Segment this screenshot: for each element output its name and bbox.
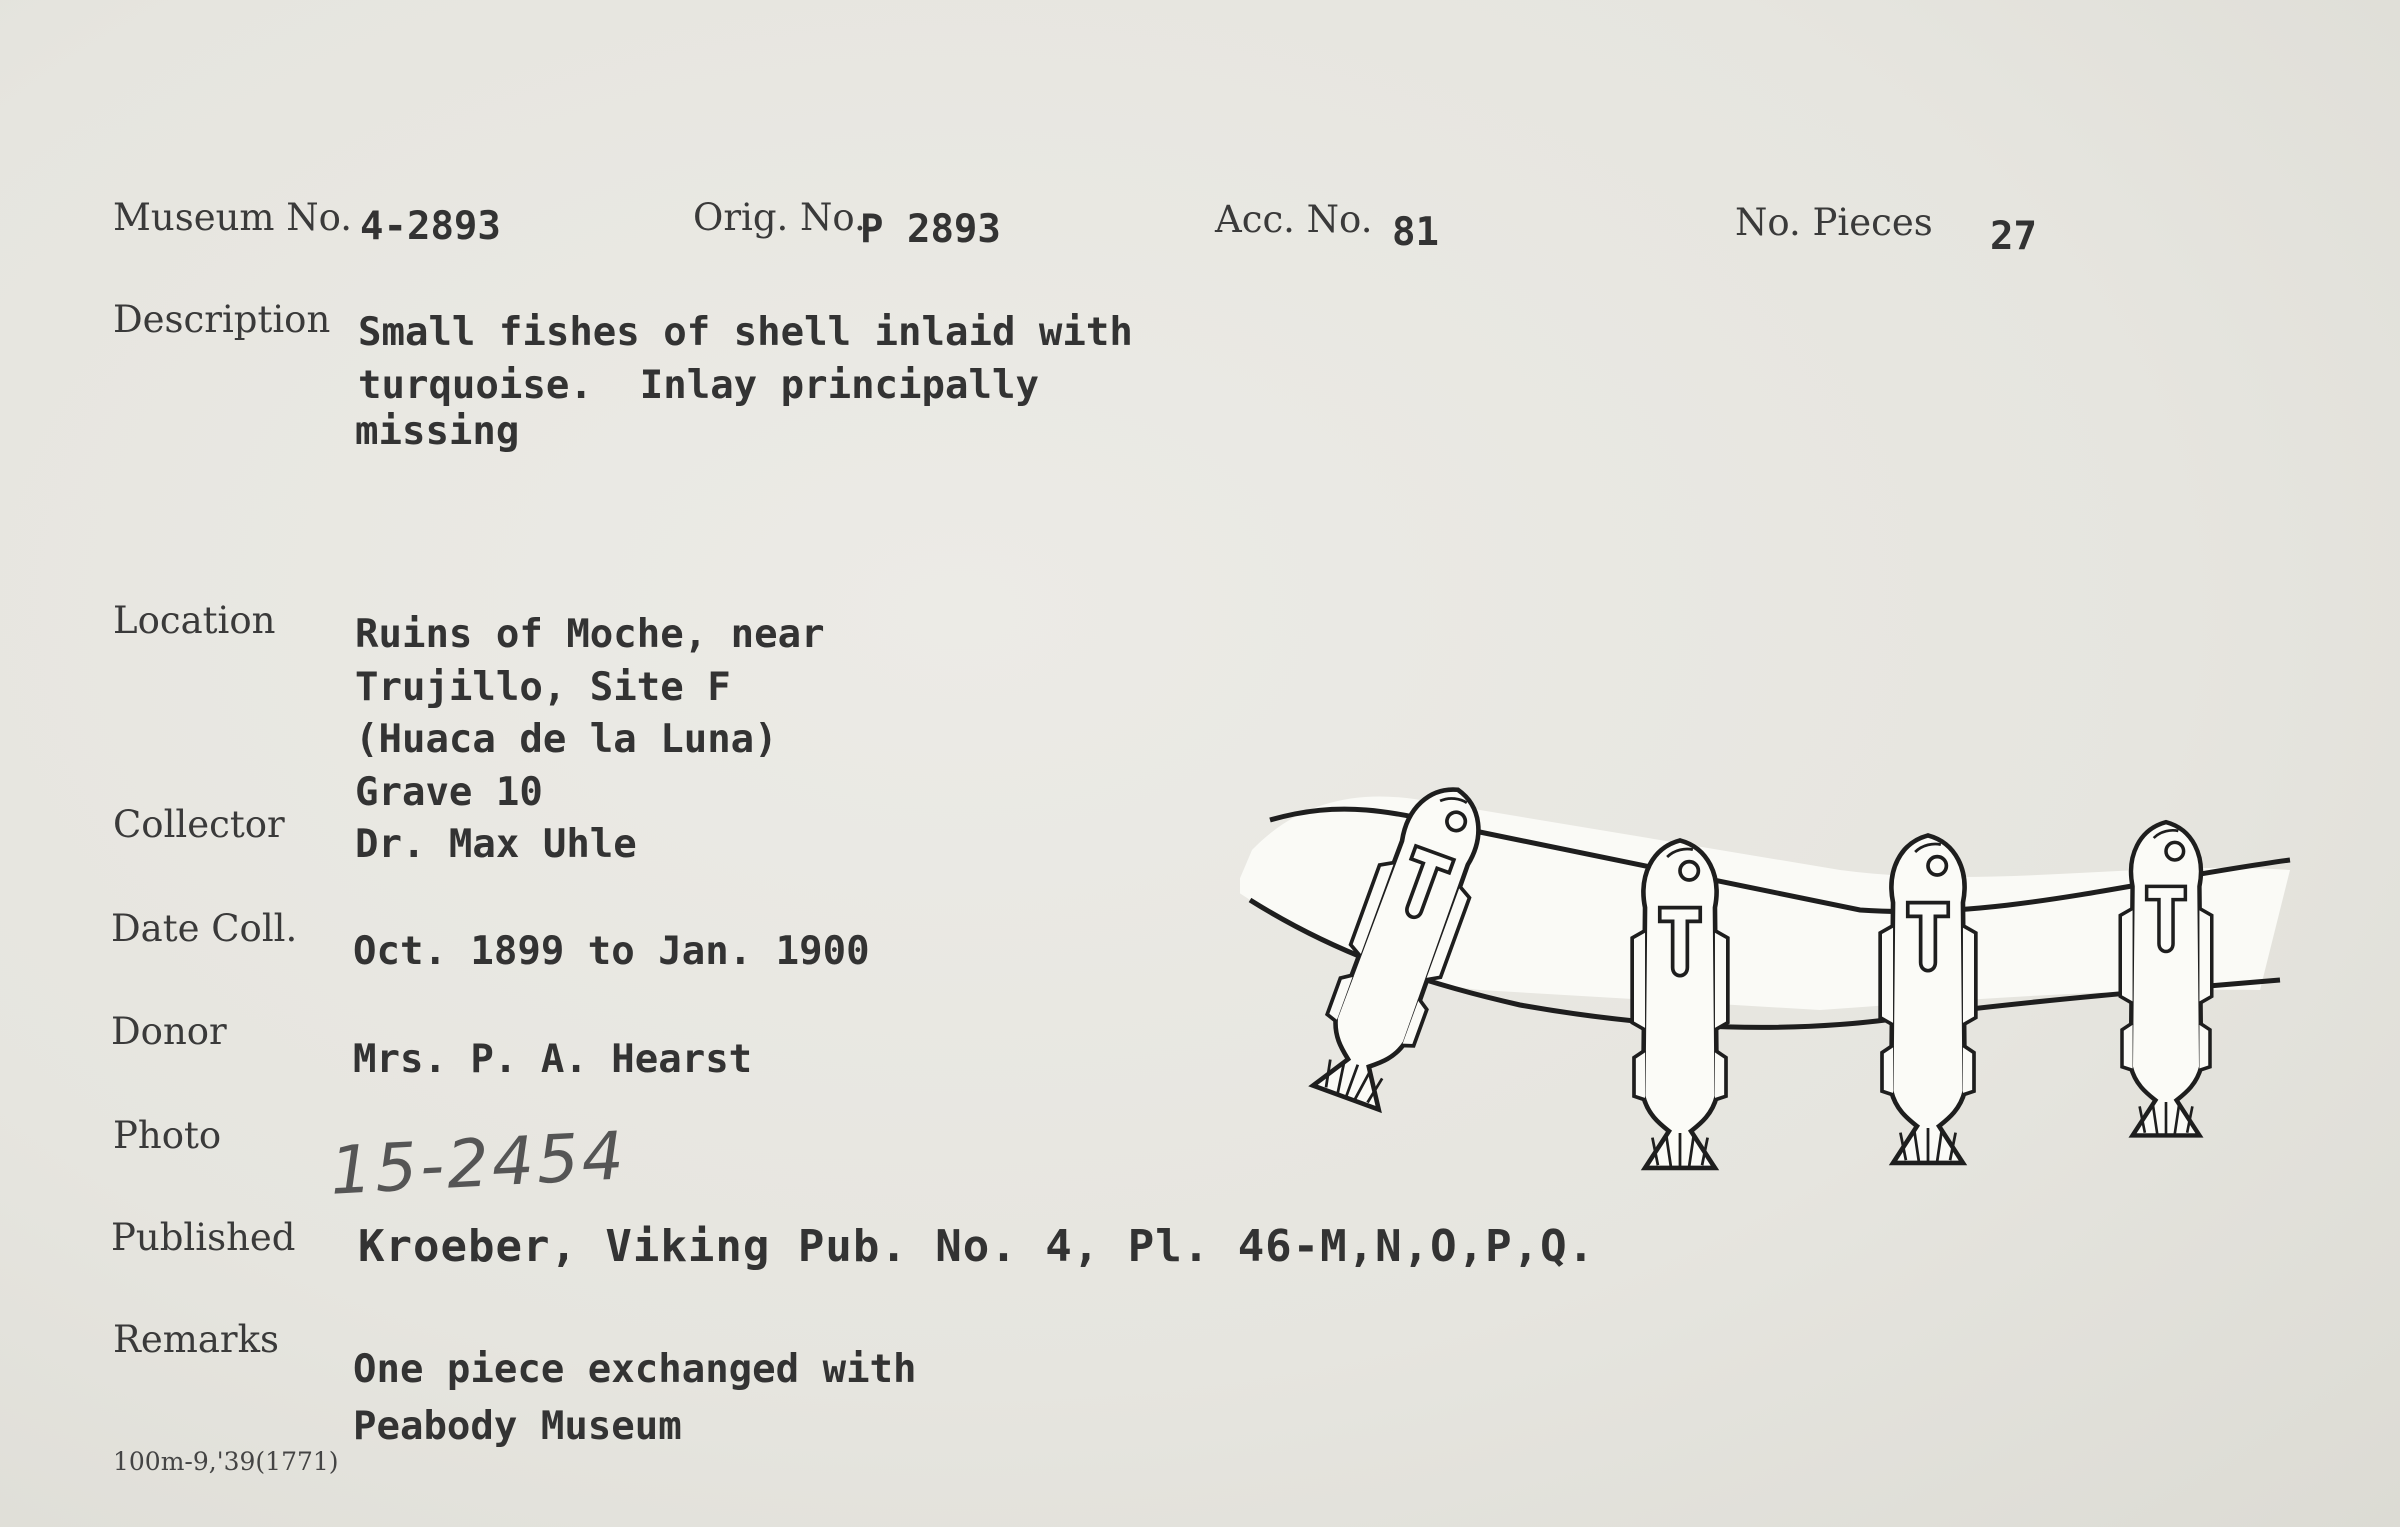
remarks-line-1: One piece exchanged with — [353, 1347, 917, 1392]
published-label: Published — [111, 1216, 296, 1259]
collector-value: Dr. Max Uhle — [355, 822, 637, 867]
remarks-label: Remarks — [113, 1318, 279, 1361]
no-pieces-label: No. Pieces — [1735, 201, 1933, 244]
location-line-4: Grave 10 — [355, 770, 543, 815]
date-coll-value: Oct. 1899 to Jan. 1900 — [353, 929, 870, 974]
remarks-line-2: Peabody Museum — [353, 1404, 682, 1449]
location-line-2: Trujillo, Site F — [355, 665, 731, 710]
print-code: 100m-9,'39(1771) — [113, 1447, 339, 1476]
museum-no-label: Museum No. — [113, 196, 353, 239]
location-label: Location — [113, 599, 276, 642]
photo-value-handwritten: 15-2454 — [328, 1117, 629, 1210]
no-pieces-value: 27 — [1990, 214, 2037, 259]
acc-no-label: Acc. No. — [1215, 198, 1373, 241]
description-line-3: missing — [355, 409, 520, 454]
orig-no-label: Orig. No. — [693, 196, 866, 239]
location-line-1: Ruins of Moche, near — [355, 612, 825, 657]
date-coll-label: Date Coll. — [111, 907, 298, 950]
description-line-1: Small fishes of shell inlaid with — [358, 310, 1133, 355]
collector-label: Collector — [113, 803, 285, 846]
donor-label: Donor — [111, 1010, 227, 1053]
fish-beads-drawing — [1240, 750, 2300, 1190]
description-line-2: turquoise. Inlay principally — [358, 363, 1039, 408]
description-label: Description — [113, 298, 331, 341]
location-line-3: (Huaca de la Luna) — [355, 717, 778, 762]
orig-no-value: P 2893 — [860, 207, 1001, 252]
photo-label: Photo — [113, 1114, 222, 1157]
published-value: Kroeber, Viking Pub. No. 4, Pl. 46-M,N,O,P,Q. — [358, 1221, 1596, 1272]
museum-no-value: 4-2893 — [360, 204, 501, 249]
acc-no-value: 81 — [1392, 210, 1439, 255]
donor-value: Mrs. P. A. Hearst — [353, 1037, 753, 1082]
